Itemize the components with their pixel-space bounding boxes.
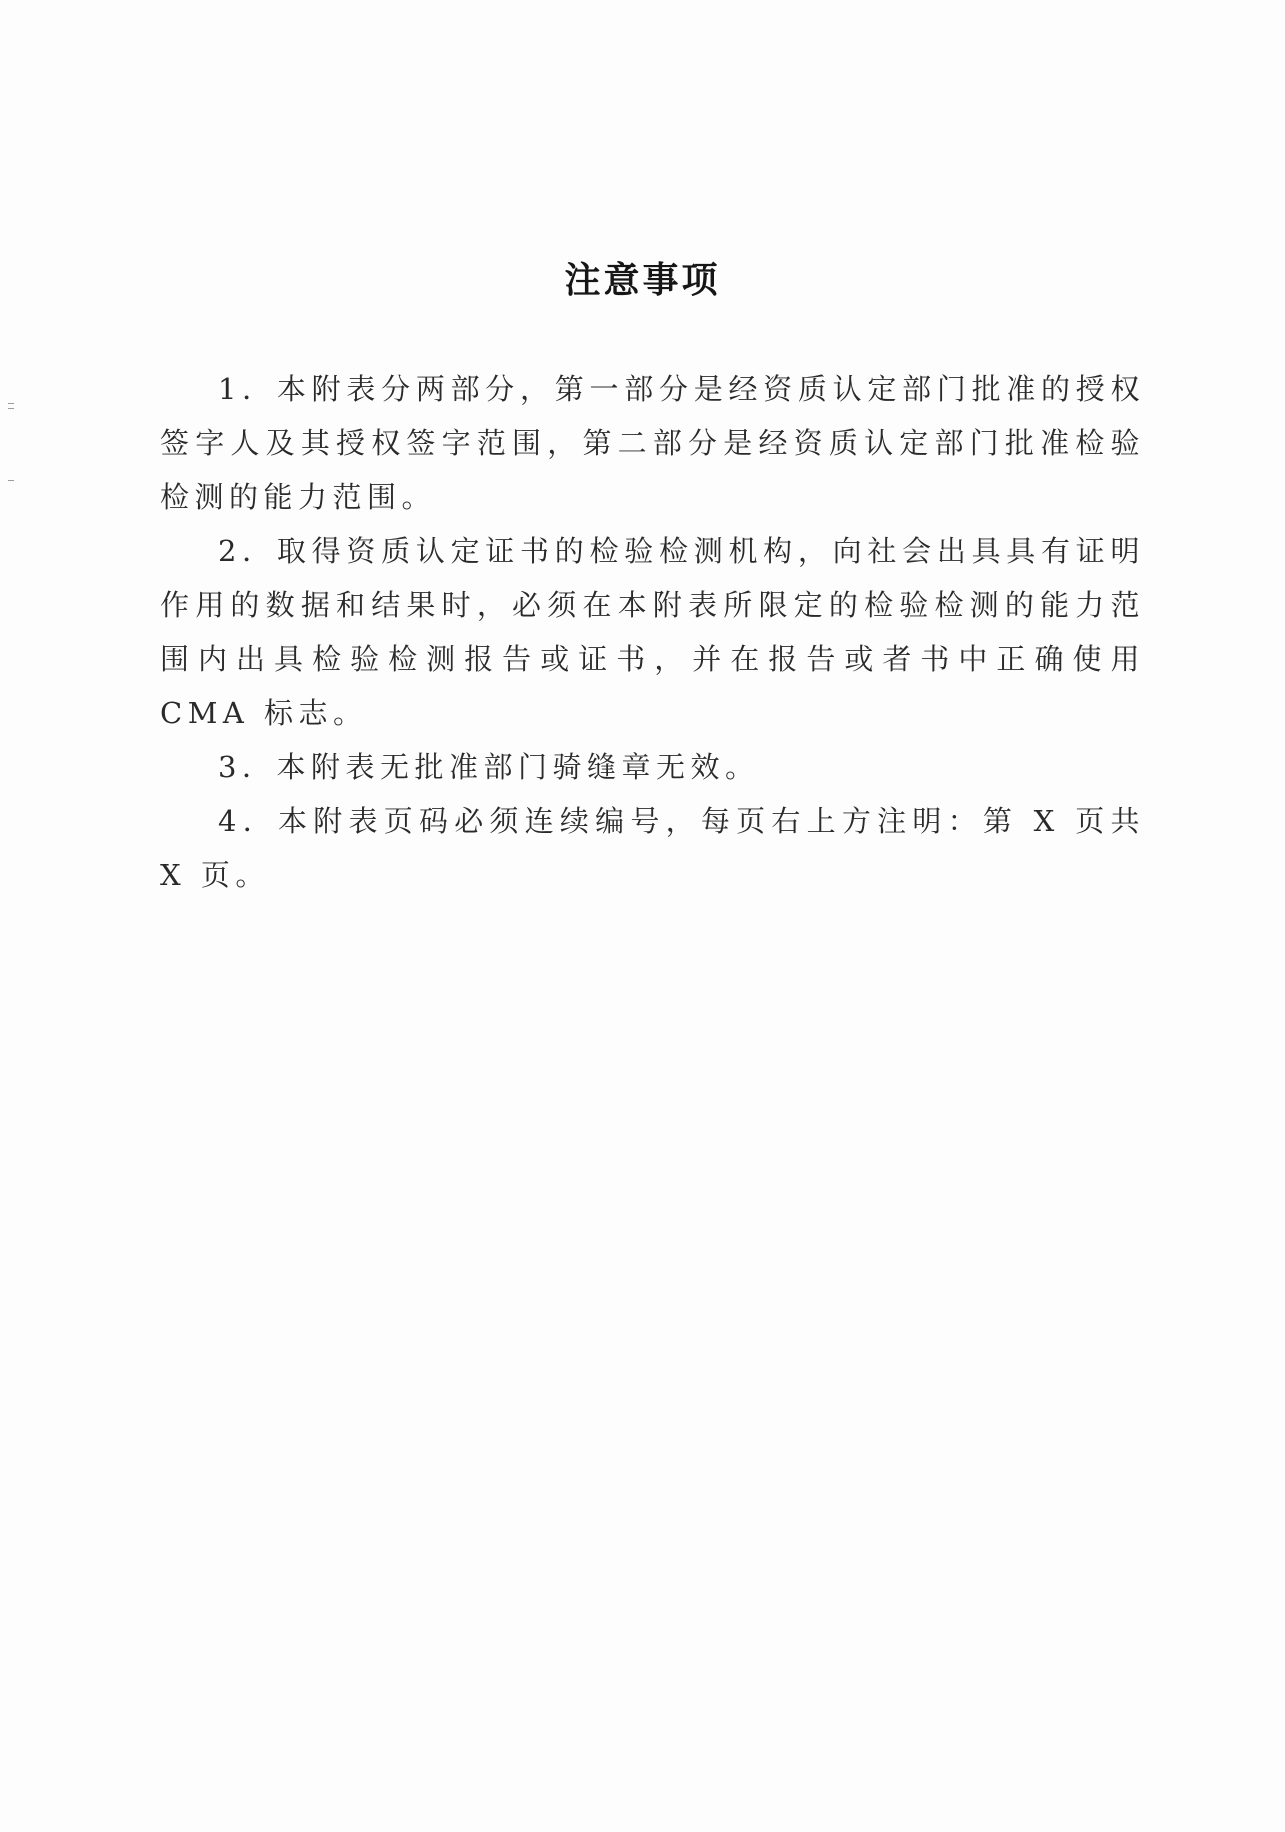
scan-mark: [8, 480, 14, 481]
notice-item-2: 2．取得资质认定证书的检验检测机构，向社会出具具有证明作用的数据和结果时，必须在本附表所限定的检验检测的能力范围内出具检验检测报告或证书，并在报告或者书中正确使用 CMA 标志。: [160, 534, 1145, 730]
notice-item-1: 1．本附表分两部分，第一部分是经资质认定部门批准的授权签字人及其授权签字范围，第二部分是经资质认定部门批准检验检测的能力范围。: [160, 372, 1145, 514]
notice-list: [160, 362, 1145, 902]
notice-item-4: 4．本附表页码必须连续编号，每页右上方注明：第 X 页共 X 页。: [160, 804, 1145, 892]
notice-item-3: 3．本附表无批准部门骑缝章无效。: [218, 750, 760, 784]
scan-mark: [8, 403, 14, 404]
page-title: 注意事项: [564, 260, 721, 301]
scan-mark: [8, 408, 14, 409]
